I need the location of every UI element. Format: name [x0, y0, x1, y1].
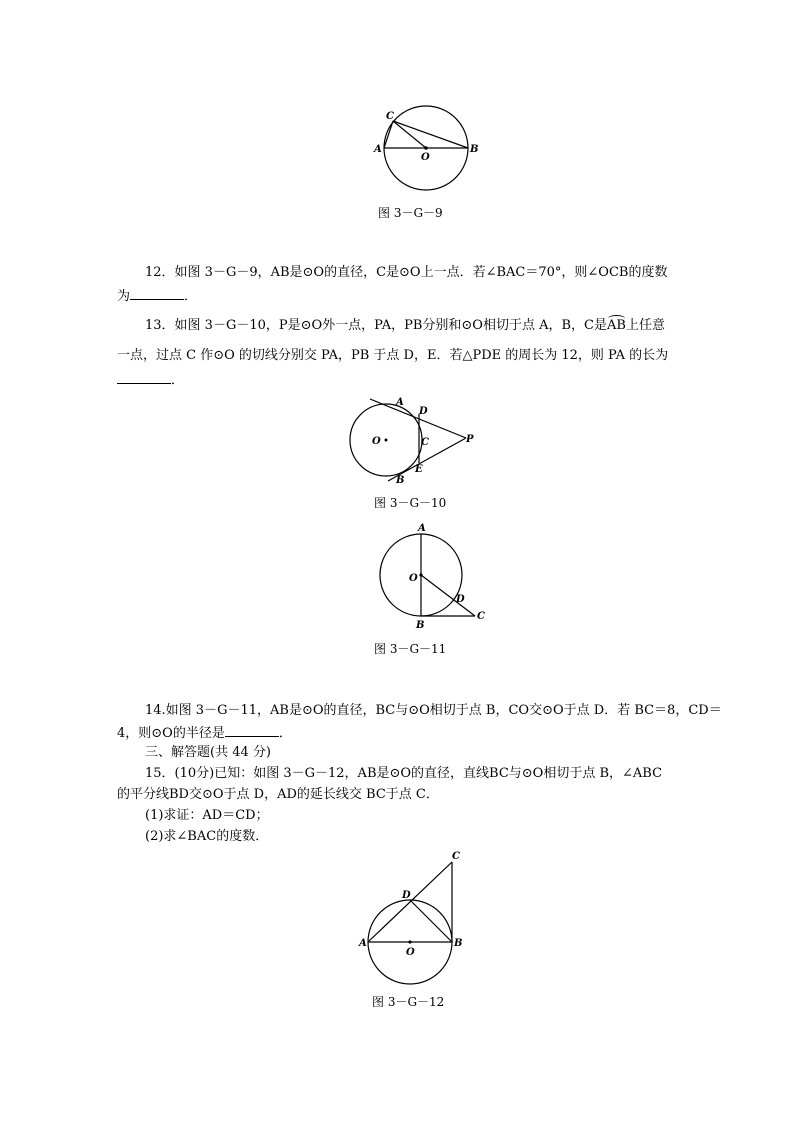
q15-part2: (2)求∠BAC的度数． [145, 829, 269, 844]
fig12-label-d: D [402, 890, 411, 901]
q13-arc-ab [607, 318, 626, 334]
fig12-label-c: C [452, 851, 460, 862]
fig10-caption: 图 3－G－10 [374, 496, 447, 510]
fig9-label-o: O [421, 152, 430, 163]
fig9-radius-oc [393, 121, 426, 148]
figure-3-g-11 [365, 520, 495, 630]
q15-line1: 15．(10分)已知：如图 3－G－12，AB是⊙O的直径，直线BC与⊙O相切于点 B，∠ABC [145, 766, 663, 781]
q12-line2-prefix: 为 [117, 289, 131, 304]
q13-line3 [117, 371, 184, 389]
fig11-line-oc [421, 575, 475, 616]
q12-line2 [117, 287, 197, 305]
fig10-center-dot [385, 439, 388, 442]
q12-line2-suffix: ． [184, 289, 198, 304]
fig11-label-a: A [418, 523, 426, 534]
q14-line2-prefix: 4，则⊙O的半径是 [117, 726, 225, 741]
fig11-center-dot [419, 573, 422, 576]
q13-line3-suffix: ． [171, 373, 185, 388]
fig10-label-d: D [419, 406, 428, 417]
figure-3-g-9 [360, 100, 500, 200]
q12-answer-blank[interactable] [130, 287, 184, 300]
q13-arc-label: AB [606, 318, 626, 333]
fig10-label-c: C [421, 437, 429, 448]
fig9-label-c: C [386, 111, 394, 122]
q13-line1-tail: 上任意 [625, 318, 665, 333]
q13-answer-blank[interactable] [117, 371, 171, 384]
q14-line2-suffix: ． [278, 726, 292, 741]
q13-line1 [145, 318, 665, 334]
fig11-label-d: D [456, 594, 465, 605]
fig9-label-b: B [470, 144, 479, 155]
fig12-center-dot [408, 940, 411, 943]
fig12-label-a: A [359, 938, 367, 949]
fig9-chord-cb [393, 121, 468, 148]
section-3-heading: 三、解答题(共 44 分) [145, 745, 271, 760]
q12-line1: 12．如图 3－G－9，AB是⊙O的直径，C是⊙O上一点．若∠BAC＝70°，则∠OCB的度数 [145, 265, 668, 280]
fig10-tangent-pa [370, 399, 466, 438]
fig9-center-dot [424, 146, 428, 150]
q13-line2: 一点，过点 C 作⊙O 的切线分别交 PA，PB 于点 D，E．若△PDE 的周长为 12，则 PA 的长为 [117, 348, 669, 363]
fig11-label-o: O [409, 573, 418, 584]
fig9-chord-ac [384, 121, 393, 148]
q14-answer-blank[interactable] [225, 724, 279, 737]
q13-arc-mark [608, 315, 625, 322]
fig12-label-b: B [454, 938, 463, 949]
fig10-label-p: P [466, 434, 474, 445]
figure-3-g-10 [340, 395, 490, 490]
fig10-label-a: A [396, 397, 404, 408]
fig10-label-e: E [415, 464, 423, 475]
q14-line1: 14.如图 3－G－11，AB是⊙O的直径，BC与⊙O相切于点 B，CO交⊙O于点 D．若 BC＝8，CD＝ [145, 703, 722, 718]
fig10-label-o: O [372, 436, 381, 447]
q15-line2: 的平分线BD交⊙O于点 D，AD的延长线交 BC于点 C． [117, 787, 439, 802]
fig9-caption: 图 3－G－9 [378, 206, 443, 220]
fig9-label-a: A [374, 144, 382, 155]
q15-part1: (1)求证：AD＝CD； [145, 808, 269, 823]
fig11-label-c: C [477, 611, 485, 622]
fig11-label-b: B [416, 620, 425, 631]
q14-line2 [117, 724, 292, 742]
fig12-caption: 图 3－G－12 [372, 995, 445, 1009]
fig10-label-b: B [396, 475, 405, 486]
fig11-caption: 图 3－G－11 [374, 642, 447, 656]
fig12-label-o: O [406, 947, 415, 958]
q13-line1-text: 13．如图 3－G－10，P是⊙O外一点，PA，PB分别和⊙O相切于点 A，B，C是 [145, 318, 607, 333]
figure-3-g-12 [355, 845, 485, 985]
